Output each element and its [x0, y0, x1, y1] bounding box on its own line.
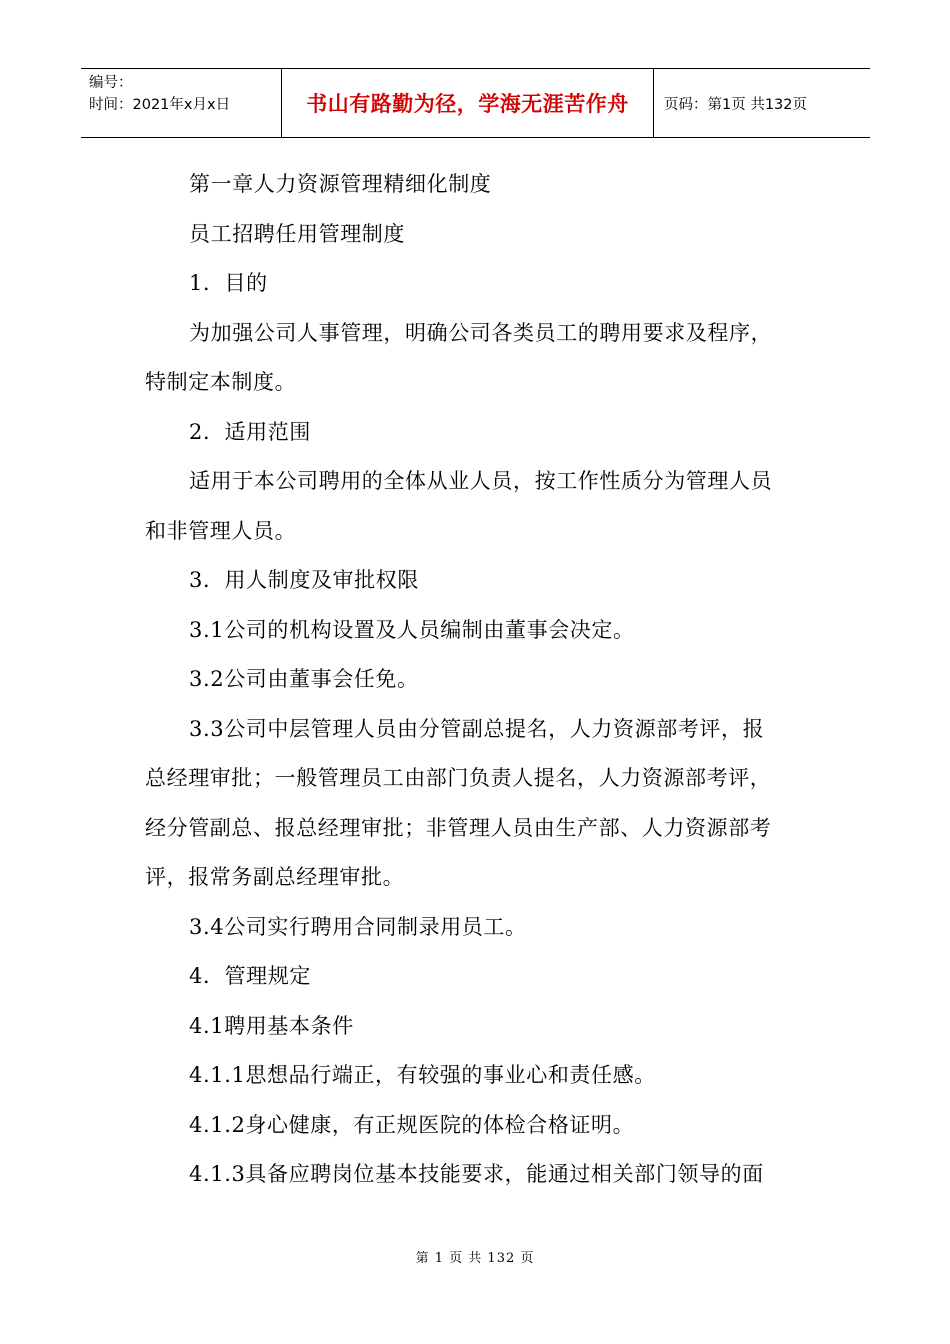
heading-rules: 4．管理规定	[189, 964, 311, 988]
time-label: 时间：2021年x月x日	[89, 97, 231, 113]
section-title: 员工招聘任用管理制度	[189, 221, 405, 246]
paragraph-line: 4.1.1思想品行端正，有较强的事业心和责任感。	[189, 1063, 656, 1087]
paragraph-line: 3.1公司的机构设置及人员编制由董事会决定。	[189, 617, 635, 642]
header-motto-cell	[282, 69, 654, 137]
document-header	[81, 68, 870, 138]
paragraph-line: 评，报常务副总经理审批。	[145, 865, 405, 889]
paragraph-line: 3.3公司中层管理人员由分管副总提名，人力资源部考评，报	[189, 716, 765, 741]
paragraph-line: 3.4公司实行聘用合同制录用员工。	[189, 914, 527, 939]
paragraph-line: 总经理审批；一般管理员工由部门负责人提名，人力资源部考评，	[145, 766, 772, 790]
paragraph-line: 经分管副总、报总经理审批；非管理人员由生产部、人力资源部考	[145, 815, 772, 840]
heading-purpose: 1．目的	[189, 271, 268, 295]
document-body	[145, 160, 810, 1200]
paragraph-line: 4.1.2身心健康，有正规医院的体检合格证明。	[189, 1112, 635, 1137]
heading-approval: 3．用人制度及审批权限	[189, 568, 419, 592]
page-footer: 第 1 页 共 132 页	[415, 1251, 535, 1266]
paragraph-line: 和非管理人员。	[145, 518, 297, 543]
header-info-cell	[81, 69, 282, 137]
paragraph-line: 特制定本制度。	[145, 370, 297, 394]
subheading-conditions: 4.1聘用基本条件	[189, 1013, 354, 1038]
paragraph-line: 为加强公司人事管理，明确公司各类员工的聘用要求及程序，	[189, 320, 773, 345]
chapter-title: 第一章人力资源管理精细化制度	[189, 172, 492, 196]
number-label: 编号：	[89, 75, 133, 91]
paragraph-line: 适用于本公司聘用的全体从业人员，按工作性质分为管理人员	[189, 469, 773, 493]
page-label: 页码：第1页 共132页	[664, 96, 808, 113]
paragraph-line: 3.2公司由董事会任免。	[189, 667, 419, 691]
motto-text: 书山有路勤为径，学海无涯苦作舟	[306, 92, 629, 116]
header-page-cell	[654, 69, 870, 137]
heading-scope: 2．适用范围	[189, 419, 311, 444]
paragraph-line: 4.1.3具备应聘岗位基本技能要求，能通过相关部门领导的面	[189, 1162, 764, 1186]
